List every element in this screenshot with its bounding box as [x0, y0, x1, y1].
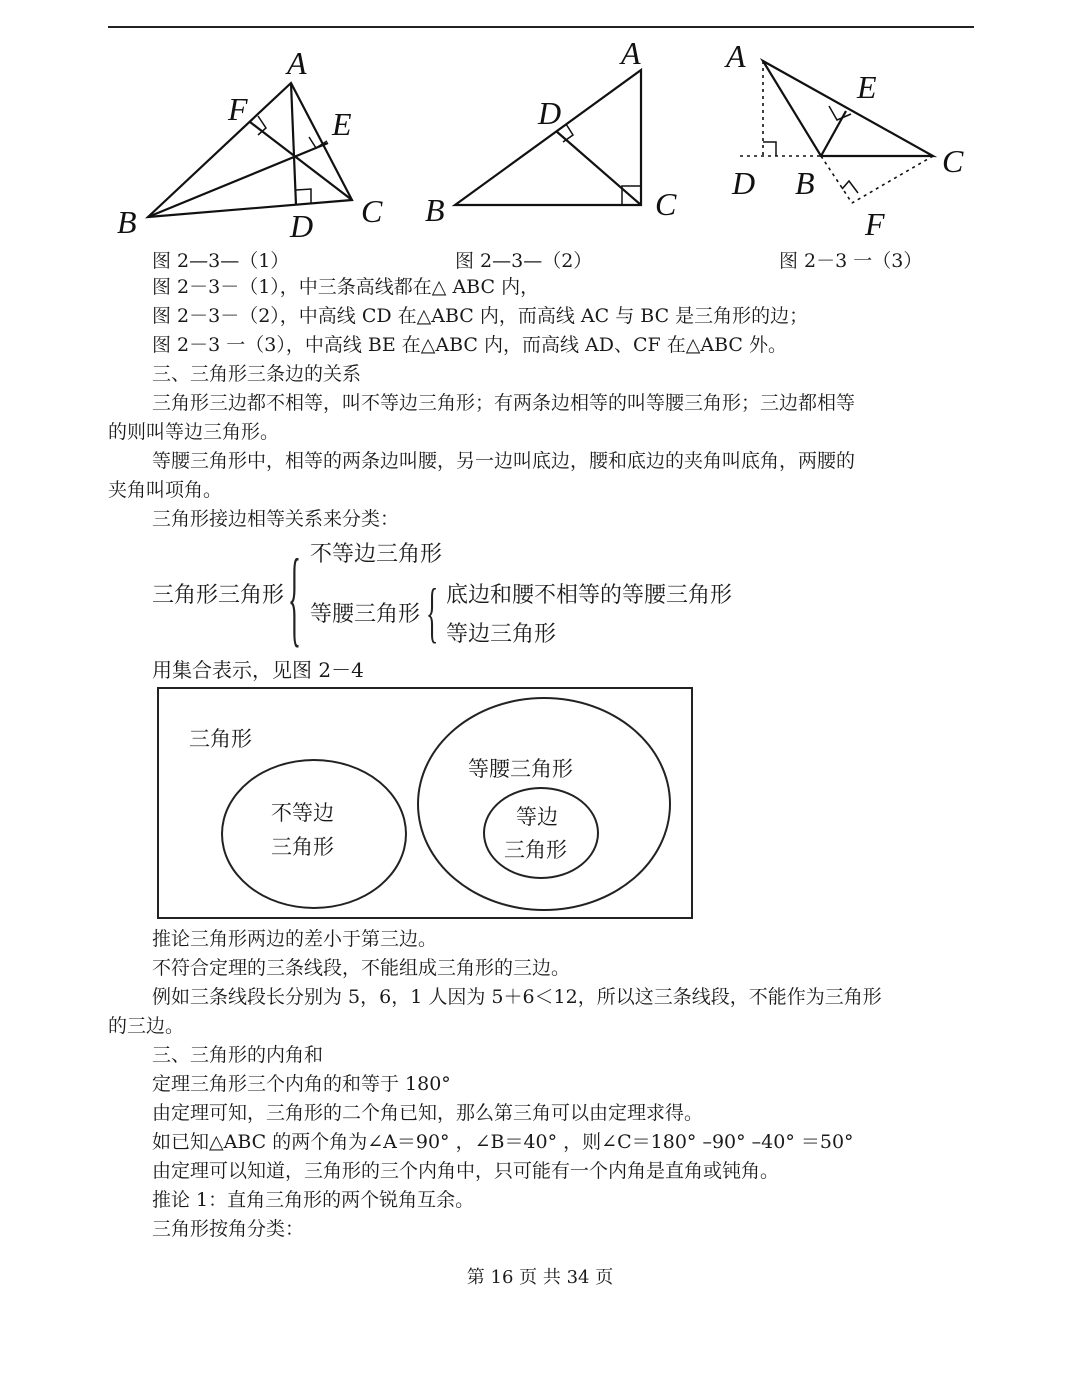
- venn-label-scalene-2: 三角形: [271, 835, 334, 859]
- text-line: 例如三条线段长分别为 5，6，1 人因为 5＋6＜12，所以这三条线段，不能作为三角形: [152, 986, 882, 1008]
- fig2-label-c: C: [655, 186, 677, 222]
- fig3-label-f: F: [865, 206, 885, 242]
- classification-root: 三角形三角形: [152, 583, 285, 608]
- fig2-label-a: A: [621, 35, 641, 71]
- caption-fig-2-3-2: 图 2—3—（2）: [455, 250, 593, 272]
- classification-iso-sub2: 等边三角形: [446, 622, 557, 647]
- text-line: 图 2－3 一（3），中高线 BE 在△ABC 内，而高线 AD、CF 在△ABC 外。: [152, 334, 787, 356]
- fig3-label-b: B: [795, 165, 815, 201]
- fig3-label-d: D: [732, 165, 756, 201]
- venn-label-equilateral-2: 三角形: [504, 838, 567, 862]
- fig1-label-a: A: [287, 45, 307, 81]
- venn-diagram-2-4: [157, 687, 693, 919]
- text-line: 由定理可以知道，三角形的三个内角中，只可能有一个内角是直角或钝角。: [152, 1160, 780, 1182]
- caption-fig-2-3-1: 图 2—3—（1）: [152, 250, 290, 272]
- fig3-label-e: E: [857, 69, 877, 105]
- fig1-label-b: B: [117, 204, 137, 240]
- section-heading: 三、三角形的内角和: [152, 1044, 324, 1066]
- header-rule: [108, 26, 974, 28]
- text-line: 夹角叫项角。: [108, 479, 223, 501]
- venn-label-triangle: 三角形: [189, 727, 252, 751]
- figure-2-3-group: [100, 30, 990, 245]
- fig2-label-b: B: [425, 192, 445, 228]
- text-line: 定理三角形三个内角的和等于 180°: [152, 1073, 451, 1095]
- fig2-label-d: D: [538, 95, 562, 131]
- fig1-label-c: C: [361, 193, 383, 229]
- text-line: 图 2－3－（1），中三条高线都在△ ABC 内，: [152, 276, 540, 298]
- figure-2-3-3: [740, 61, 933, 203]
- classification-iso-sub1: 底边和腰不相等的等腰三角形: [446, 583, 733, 608]
- text-line: 由定理可知，三角形的二个角已知，那么第三角可以由定理求得。: [152, 1102, 704, 1124]
- text-line: 推论三角形两边的差小于第三边。: [152, 928, 438, 950]
- venn-label-scalene-1: 不等边: [271, 801, 334, 825]
- text-line: 等腰三角形中，相等的两条边叫腰，另一边叫底边，腰和底边的夹角叫底角，两腰的: [152, 450, 856, 472]
- fig1-label-d: D: [290, 208, 314, 244]
- venn-label-isosceles: 等腰三角形: [468, 757, 573, 781]
- text-line: 图 2－3－（2），中高线 CD 在△ABC 内，而高线 AC 与 BC 是三角形的边；: [152, 305, 809, 327]
- text-line: 三角形接边相等关系来分类：: [152, 508, 400, 530]
- text-line: 如已知△ABC 的两个角为∠A＝90° ，∠B＝40° ，则∠C＝180° –90° –40° ＝50°: [152, 1131, 854, 1153]
- text-line: 三角形三边都不相等，叫不等边三角形；有两条边相等的叫等腰三角形；三边都相等: [152, 392, 856, 414]
- fig1-label-e: E: [332, 106, 352, 142]
- classification-brace-outer: {: [288, 537, 301, 657]
- text-line: 的三边。: [108, 1015, 185, 1037]
- text-line: 推论 1：直角三角形的两个锐角互余。: [152, 1189, 475, 1211]
- classification-brace-inner: {: [426, 578, 439, 651]
- fig1-label-f: F: [228, 91, 248, 127]
- text-line: 三角形按角分类：: [152, 1218, 305, 1240]
- classification-scalene: 不等边三角形: [310, 542, 443, 567]
- caption-fig-2-3-3: 图 2－3 一（3）: [779, 250, 923, 272]
- text-line: 不符合定理的三条线段，不能组成三角形的三边。: [152, 957, 571, 979]
- fig3-label-c: C: [942, 143, 964, 179]
- fig3-label-a: A: [726, 38, 746, 74]
- venn-label-equilateral-1: 等边: [516, 805, 558, 829]
- triangle-figures: [100, 30, 990, 245]
- page-number-footer: 第 16 页 共 34 页: [466, 1267, 614, 1288]
- text-line: 的则叫等边三角形。: [108, 421, 280, 443]
- set-intro-text: 用集合表示，见图 2－4: [152, 658, 364, 682]
- figure-2-3-1: [148, 83, 352, 217]
- figure-2-3-2: [455, 70, 641, 205]
- section-heading: 三、三角形三条边的关系: [152, 363, 362, 385]
- classification-isosceles: 等腰三角形: [310, 602, 421, 627]
